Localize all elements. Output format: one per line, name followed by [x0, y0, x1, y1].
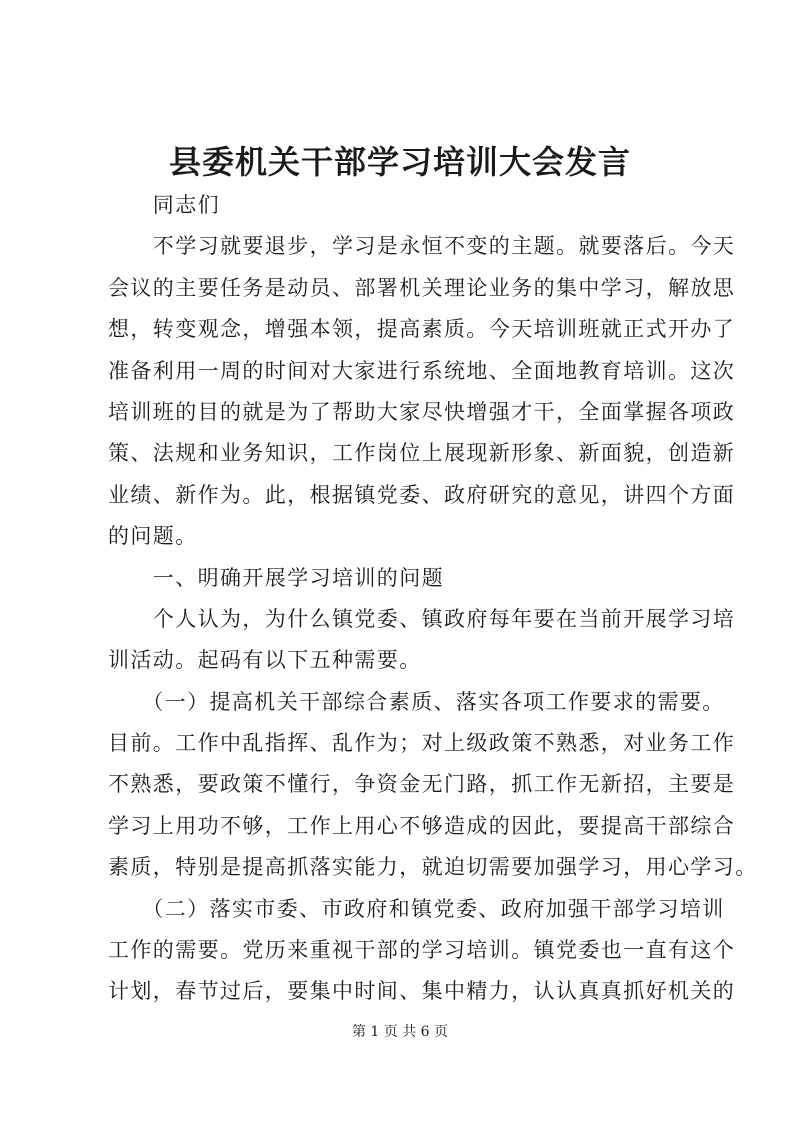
body-line: 培训班的目的就是为了帮助大家尽快增强才干，全面掌握各项政 — [108, 399, 736, 424]
body-line: 训活动。起码有以下五种需要。 — [108, 648, 422, 673]
body-line: （二）落实市委、市政府和镇党委、政府加强干部学习培训 — [108, 896, 725, 921]
document-title: 县委机关干部学习培训大会发言 — [168, 143, 631, 181]
body-line: 学习上用功不够，工作上用心不够造成的因此，要提高干部综合 — [108, 813, 736, 838]
body-line: 策、法规和业务知识，工作岗位上展现新形象、新面貌，创造新 — [108, 441, 736, 466]
body-line: 个人认为，为什么镇党委、镇政府每年要在当前开展学习培 — [108, 606, 736, 631]
body-line: 准备利用一周的时间对大家进行系统地、全面地教育培训。这次 — [108, 358, 736, 383]
body-line: 想，转变观念，增强本领，提高素质。今天培训班就正式开办了 — [108, 317, 736, 342]
document-body — [108, 185, 758, 1013]
body-line: （一）提高机关干部综合素质、落实各项工作要求的需要。 — [108, 689, 725, 714]
body-line: 业绩、新作为。此，根据镇党委、政府研究的意见，讲四个方面 — [108, 482, 736, 507]
body-line: 计划，春节过后，要集中时间、集中精力，认认真真抓好机关的 — [108, 979, 736, 1004]
section-heading: 一、明确开展学习培训的问题 — [108, 565, 444, 590]
body-line: 不学习就要退步，学习是永恒不变的主题。就要落后。今天 — [108, 234, 736, 259]
body-line: 会议的主要任务是动员、部署机关理论业务的集中学习，解放思 — [108, 275, 736, 300]
body-line: 的问题。 — [108, 524, 198, 549]
body-line: 不熟悉，要政策不懂行，争资金无门路，抓工作无新招，主要是 — [108, 772, 736, 797]
page-number-footer: 第 1 页 共 6 页 — [351, 1024, 449, 1040]
body-line: 工作的需要。党历来重视干部的学习培训。镇党委也一直有这个 — [108, 938, 736, 963]
body-line: 同志们 — [108, 193, 220, 217]
body-line: 目前。工作中乱指挥、乱作为；对上级政策不熟悉，对业务工作 — [108, 731, 736, 756]
body-line: 素质，特别是提高抓落实能力，就迫切需要加强学习，用心学习。 — [108, 855, 758, 880]
